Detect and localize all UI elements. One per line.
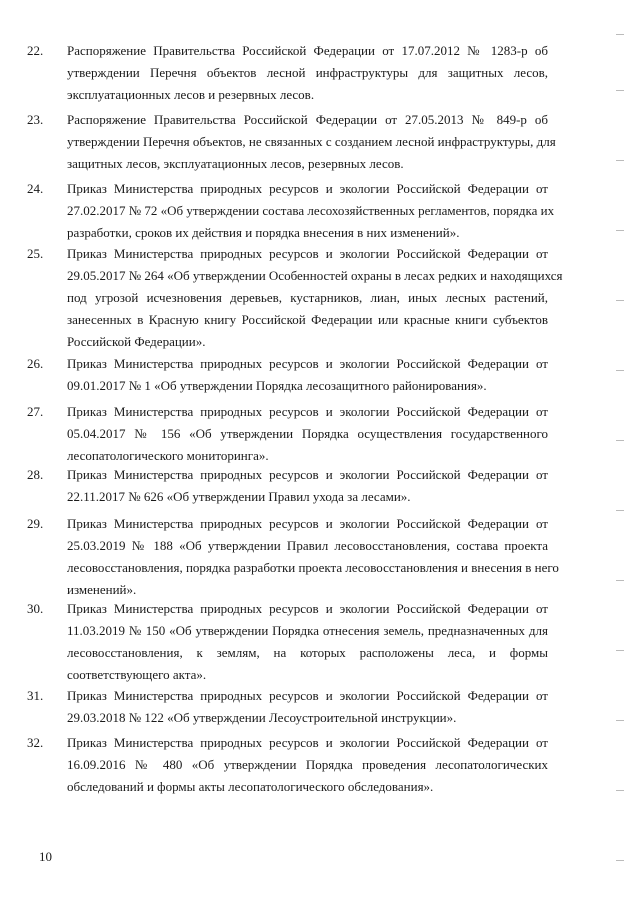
item-text-line: 25.03.2019 № 188 «Об утверждении Правил лесовосстановления, состава проекта xyxy=(67,538,548,553)
item-number: 23. xyxy=(27,112,44,127)
item-number: 30. xyxy=(27,601,44,616)
item-number: 27. xyxy=(27,404,44,419)
item-text-line: 11.03.2019 № 150 «Об утверждении Порядка отнесения земель, предназначенных для xyxy=(67,623,548,638)
scan-edge-mark xyxy=(616,720,624,721)
item-number: 32. xyxy=(27,735,44,750)
item-number: 22. xyxy=(27,43,44,58)
scan-edge-mark xyxy=(616,790,624,791)
scan-edge-mark xyxy=(616,510,624,511)
item-number: 31. xyxy=(27,688,44,703)
item-text-line: Российской Федерации». xyxy=(67,334,206,349)
item-text-line: утверждении Перечня объектов лесной инфраструктуры для защитных лесов, xyxy=(67,65,548,80)
item-text-line: Приказ Министерства природных ресурсов и экологии Российской Федерации от xyxy=(67,181,548,196)
item-number: 25. xyxy=(27,246,44,261)
item-text-line: Приказ Министерства природных ресурсов и экологии Российской Федерации от xyxy=(67,688,548,703)
item-text-line: обследований и формы акты лесопатологического обследования». xyxy=(67,779,434,794)
scan-edge-mark xyxy=(616,580,624,581)
item-text-line: Распоряжение Правительства Российской Федерации от 17.07.2012 № 1283-р об xyxy=(67,43,548,58)
item-text-line: 05.04.2017 № 156 «Об утверждении Порядка осуществления государственного xyxy=(67,426,548,441)
item-text-line: Приказ Министерства природных ресурсов и экологии Российской Федерации от xyxy=(67,404,548,419)
scan-edge-mark xyxy=(616,370,624,371)
item-text-line: 09.01.2017 № 1 «Об утверждении Порядка лесозащитного районирования». xyxy=(67,378,487,393)
item-text-line: Приказ Министерства природных ресурсов и экологии Российской Федерации от xyxy=(67,467,548,482)
item-text-line: Приказ Министерства природных ресурсов и экологии Российской Федерации от xyxy=(67,246,548,261)
item-text-line: Распоряжение Правительства Российской Федерации от 27.05.2013 № 849-р об xyxy=(67,112,548,127)
page-number: 10 xyxy=(39,849,52,864)
item-text-line: Приказ Министерства природных ресурсов и экологии Российской Федерации от xyxy=(67,356,548,371)
scan-edge-mark xyxy=(616,300,624,301)
item-text-line: лесовосстановления, к землям, на которых расположены леса, и формы xyxy=(67,645,548,660)
item-text-line: Приказ Министерства природных ресурсов и экологии Российской Федерации от xyxy=(67,516,548,531)
item-text-line: утверждении Перечня объектов, не связанных с созданием лесной инфраструктуры, для xyxy=(67,134,556,149)
item-text-line: защитных лесов, эксплуатационных лесов, резервных лесов. xyxy=(67,156,404,171)
item-text-line: 22.11.2017 № 626 «Об утверждении Правил ухода за лесами». xyxy=(67,489,411,504)
item-text-line: соответствующего акта». xyxy=(67,667,207,682)
item-text-line: эксплуатационных лесов и резервных лесов. xyxy=(67,87,315,102)
item-text-line: под угрозой исчезновения деревьев, кустарников, лиан, иных лесных растений, xyxy=(67,290,548,305)
item-number: 29. xyxy=(27,516,44,531)
scan-edge-mark xyxy=(616,440,624,441)
item-text-line: Приказ Министерства природных ресурсов и экологии Российской Федерации от xyxy=(67,735,548,750)
item-text-line: лесопатологического мониторинга». xyxy=(67,448,269,463)
item-text-line: 27.02.2017 № 72 «Об утверждении состава лесохозяйственных регламентов, порядка их xyxy=(67,203,555,218)
item-text-line: изменений». xyxy=(67,582,137,597)
item-text-line: Приказ Министерства природных ресурсов и экологии Российской Федерации от xyxy=(67,601,548,616)
scan-edge-mark xyxy=(616,860,624,861)
item-number: 28. xyxy=(27,467,44,482)
item-text-line: 29.05.2017 № 264 «Об утверждении Особенностей охраны в лесах редких и находящихся xyxy=(67,268,563,283)
item-number: 26. xyxy=(27,356,44,371)
item-text-line: 29.03.2018 № 122 «Об утверждении Лесоустроительной инструкции». xyxy=(67,710,457,725)
item-text-line: занесенных в Красную книгу Российской Федерации или красные книги субъектов xyxy=(67,312,548,327)
scan-edge-mark xyxy=(616,90,624,91)
scan-edge-mark xyxy=(616,160,624,161)
scan-edge-mark xyxy=(616,230,624,231)
scan-edge-mark xyxy=(616,34,624,35)
item-text-line: 16.09.2016 № 480 «Об утверждении Порядка проведения лесопатологических xyxy=(67,757,548,772)
item-text-line: лесовосстановления, порядка разработки проекта лесовосстановления и внесения в него xyxy=(67,560,559,575)
item-number: 24. xyxy=(27,181,44,196)
scan-edge-mark xyxy=(616,650,624,651)
item-text-line: разработки, сроков их действия и порядка внесения в них изменений». xyxy=(67,225,460,240)
